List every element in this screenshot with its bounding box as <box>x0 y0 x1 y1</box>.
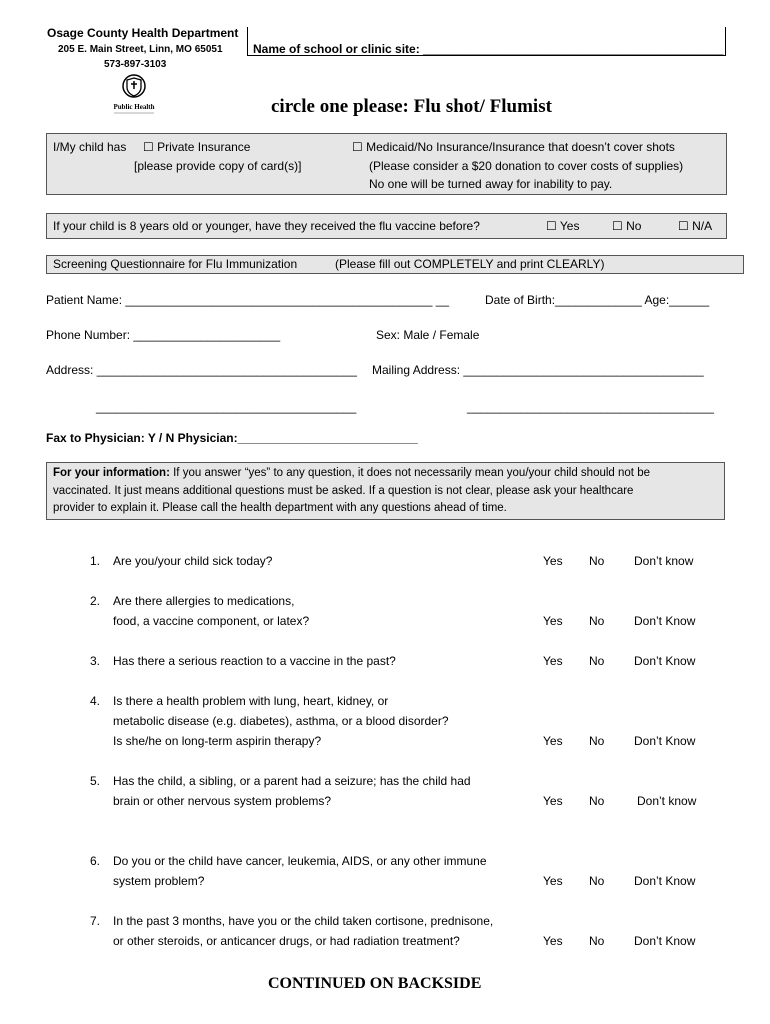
mailing-line2-field[interactable]: _____________________________________ <box>467 400 714 414</box>
question-number: 7. <box>90 914 101 928</box>
org-address: 205 E. Main Street, Linn, MO 65051 <box>58 44 223 55</box>
answer-dont-know[interactable]: Don’t Know <box>634 934 696 948</box>
question-text: Are you/your child sick today? <box>113 554 273 568</box>
checkbox-icon: ☐ <box>612 219 627 233</box>
answer-no[interactable]: No <box>589 554 605 568</box>
answer-dont-know[interactable]: Don’t Know <box>634 734 696 748</box>
answer-no[interactable]: No <box>589 794 605 808</box>
question-text: In the past 3 months, have you or the child taken cortisone, prednisone, <box>113 914 494 928</box>
no-one-note: No one will be turned away for inability to pay. <box>369 177 613 191</box>
question-text: system problem? <box>113 874 205 888</box>
answer-yes[interactable]: Yes <box>543 874 563 888</box>
question-number: 2. <box>90 594 101 608</box>
question-number: 4. <box>90 694 101 708</box>
private-note: [please provide copy of card(s)] <box>134 159 302 173</box>
org-phone: 573-897-3103 <box>104 59 167 70</box>
info-line1: For your information: If you answer “yes” to any question, it does not necessarily mean you/your child should not be <box>53 467 650 479</box>
question-text: Is she/he on long-term aspirin therapy? <box>113 734 322 748</box>
dob-age-field[interactable]: Date of Birth:_____________ Age:______ <box>485 293 710 307</box>
screening-title: Screening Questionnaire for Flu Immunization <box>53 257 298 271</box>
screening-instruction: (Please fill out COMPLETELY and print CLEARLY) <box>335 257 605 271</box>
info-line3: provider to explain it. Please call the health department with any questions ahead of time. <box>53 502 507 514</box>
patient-name-field[interactable]: Patient Name: ______________________________________________ __ <box>46 293 450 307</box>
site-field[interactable]: Name of school or clinic site: _____________________________________________ <box>253 42 724 56</box>
question-number: 5. <box>90 774 101 788</box>
address-line2-field[interactable]: _______________________________________ <box>96 400 357 414</box>
answer-yes[interactable]: Yes <box>543 934 563 948</box>
answer-no[interactable]: No <box>589 654 605 668</box>
checkbox-icon: ☐ <box>352 140 367 154</box>
age-no-checkbox[interactable]: ☐ No <box>612 219 642 233</box>
question-text: or other steroids, or anticancer drugs, or had radiation treatment? <box>113 934 460 948</box>
answer-dont-know[interactable]: Don’t Know <box>634 614 696 628</box>
answer-dont-know[interactable]: Don’t Know <box>634 874 696 888</box>
checkbox-icon: ☐ <box>678 219 693 233</box>
answer-no[interactable]: No <box>589 734 605 748</box>
phone-field[interactable]: Phone Number: ______________________ <box>46 328 281 342</box>
answer-yes[interactable]: Yes <box>543 654 563 668</box>
answer-no[interactable]: No <box>589 614 605 628</box>
question-text: metabolic disease (e.g. diabetes), asthma, or a blood disorder? <box>113 714 449 728</box>
question-number: 1. <box>90 554 101 568</box>
question-number: 6. <box>90 854 101 868</box>
question-text: Do you or the child have cancer, leukemia, AIDS, or any other immune <box>113 854 487 868</box>
question-text: brain or other nervous system problems? <box>113 794 332 808</box>
question-text: Has the child, a sibling, or a parent had a seizure; has the child had <box>113 774 471 788</box>
answer-yes[interactable]: Yes <box>543 614 563 628</box>
svg-text:Public Health: Public Health <box>113 103 155 111</box>
continued-footer: CONTINUED ON BACKSIDE <box>268 975 482 992</box>
answer-yes[interactable]: Yes <box>543 554 563 568</box>
question-text: Are there allergies to medications, <box>113 594 295 608</box>
answer-dont-know[interactable]: Don’t know <box>634 554 694 568</box>
org-name: Osage County Health Department <box>47 26 239 40</box>
info-line2: vaccinated. It just means additional questions must be asked. If a question is not clear, please ask your healthcare <box>53 485 634 497</box>
private-insurance-checkbox[interactable]: ☐ Private Insurance <box>143 140 251 154</box>
checkbox-icon: ☐ <box>546 219 560 233</box>
question-text: Is there a health problem with lung, heart, kidney, or <box>113 694 389 708</box>
age-yes-checkbox[interactable]: ☐ Yes <box>546 219 580 233</box>
insurance-lead: I/My child has <box>53 140 127 154</box>
answer-dont-know[interactable]: Don’t Know <box>634 654 696 668</box>
age-question: If your child is 8 years old or younger, have they received the flu vaccine before? <box>53 219 480 233</box>
address-field[interactable]: Address: _______________________________________ <box>46 363 357 377</box>
question-text: Has there a serious reaction to a vaccine in the past? <box>113 654 396 668</box>
checkbox-icon: ☐ <box>143 140 158 154</box>
age-na-checkbox[interactable]: ☐ N/A <box>678 219 713 233</box>
mailing-address-field[interactable]: Mailing Address: ____________________________________ <box>372 363 704 377</box>
question-number: 3. <box>90 654 101 668</box>
answer-yes[interactable]: Yes <box>543 734 563 748</box>
info-lead: For your information: <box>53 467 170 479</box>
medicaid-checkbox[interactable]: ☐ Medicaid/No Insurance/Insurance that doesn’t cover shots <box>352 140 675 154</box>
question-text: food, a vaccine component, or latex? <box>113 614 310 628</box>
vaccine-choice[interactable]: circle one please: Flu shot/ Flumist <box>271 96 552 117</box>
donation-note: (Please consider a $20 donation to cover costs of supplies) <box>369 159 684 173</box>
answer-no[interactable]: No <box>589 934 605 948</box>
sex-field[interactable]: Sex: Male / Female <box>376 328 480 342</box>
answer-yes[interactable]: Yes <box>543 794 563 808</box>
public-health-logo <box>108 73 160 119</box>
answer-dont-know[interactable]: Don’t know <box>637 794 697 808</box>
fax-physician-field[interactable]: Fax to Physician: Y / N Physician:___________________________ <box>46 431 418 445</box>
answer-no[interactable]: No <box>589 874 605 888</box>
